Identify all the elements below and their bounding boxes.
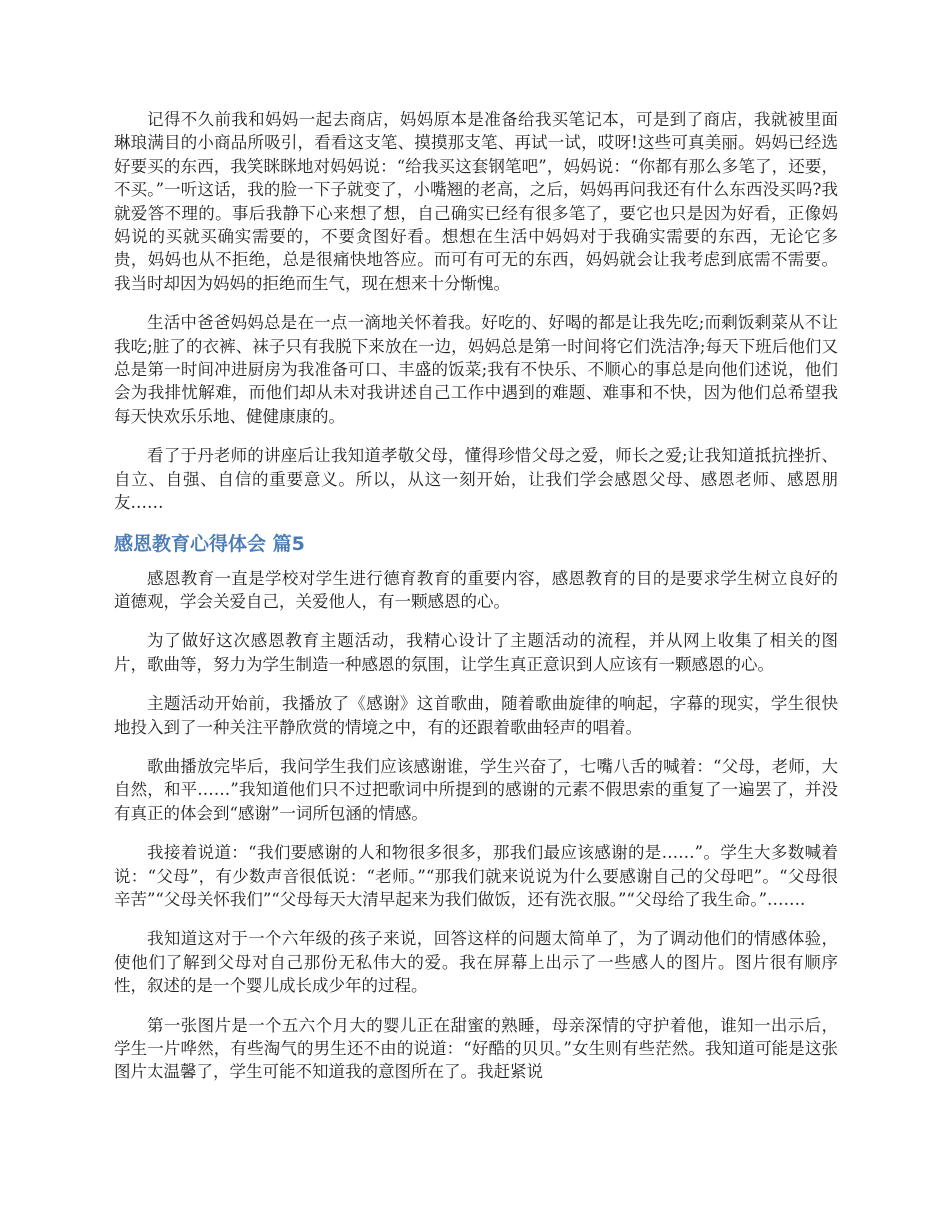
paragraph: 为了做好这次感恩教育主题活动，我精心设计了主题活动的流程，并从网上收集了相关的图片，歌曲等，努力为学生制造一种感恩的氛围，让学生真正意识到人应该有一颗感恩的心。 <box>114 631 838 674</box>
paragraph: 主题活动开始前，我播放了《感谢》这首歌曲，随着歌曲旋律的响起，字幕的现实，学生很快地投入到了一种关注平静欣赏的情境之中，有的还跟着歌曲轻声的唱着。 <box>114 694 838 737</box>
paragraph: 看了于丹老师的讲座后让我知道孝敬父母，懂得珍惜父母之爱，师长之爱;让我知道抵抗挫折、自立、自强、自信的重要意义。所以，从这一刻开始，让我们学会感恩父母、感恩老师、感恩朋友…… <box>114 446 838 513</box>
paragraph: 感恩教育一直是学校对学生进行德育教育的重要内容，感恩教育的目的是要求学生树立良好的道德观，学会关爱自己，关爱他人，有一颗感恩的心。 <box>114 568 838 611</box>
document-page <box>114 108 838 1100</box>
paragraph: 歌曲播放完毕后，我问学生我们应该感谢谁，学生兴奋了，七嘴八舌的喊着：“父母，老师，大自然，和平……”我知道他们只不过把歌词中所提到的感谢的元素不假思索的重复了一遍罢了，并没有真正的体会到“感谢”一词所包涵的情感。 <box>114 756 838 823</box>
paragraph: 生活中爸爸妈妈总是在一点一滴地关怀着我。好吃的、好喝的都是让我先吃;而剩饭剩菜从不让我吃;脏了的衣裤、袜子只有我脱下来放在一边，妈妈总是第一时间将它们洗洁净;每天下班后他们又总是第一时间冲进厨房为我准备可口、丰盛的饭菜;我有不快乐、不顺心的事总是向他们述说，他们会为我排忧解难，而他们却从未对我讲述自己工作中遇到的难题、难事和不快，因为他们总希望我每天快欢乐乐地、健健康康的。 <box>114 313 838 426</box>
paragraph: 第一张图片是一个五六个月大的婴儿正在甜蜜的熟睡，母亲深情的守护着他，谁知一出示后，学生一片哗然，有些淘气的男生还不由的说道：“好酷的贝贝。”女生则有些茫然。我知道可能是这张图片太温馨了，学生可能不知道我的意图所在了。我赶紧说 <box>114 1015 838 1082</box>
paragraph: 我知道这对于一个六年级的孩子来说，回答这样的问题太简单了，为了调动他们的情感体验，使他们了解到父母对自己那份无私伟大的爱。我在屏幕上出示了一些感人的图片。图片很有顺序性，叙述的是一个婴儿成长成少年的过程。 <box>114 929 838 996</box>
paragraph: 记得不久前我和妈妈一起去商店，妈妈原本是准备给我买笔记本，可是到了商店，我就被里面琳琅满目的小商品所吸引，看看这支笔、摸摸那支笔、再试一试，哎呀!这些可真美丽。妈妈已经选好要买的东西，我笑眯眯地对妈妈说：“给我买这套钢笔吧”，妈妈说：“你都有那么多笔了，还要，不买。”一听这话，我的脸一下子就变了，小嘴翘的老高，之后，妈妈再问我还有什么东西没买吗?我就爱答不理的。事后我静下心来想了想，自己确实已经有很多笔了，要它也只是因为好看，正像妈妈说的买就买确实需要的，不要贪图好看。想想在生活中妈妈对于我确实需要的东西，无论它多贵，妈妈也从不拒绝，总是很痛快地答应。而可有可无的东西，妈妈就会让我考虑到底需不需要。我当时却因为妈妈的拒绝而生气，现在想来十分惭愧。 <box>114 110 838 293</box>
section-heading: 感恩教育心得体会 篇5 <box>114 532 305 555</box>
paragraph: 我接着说道：“我们要感谢的人和物很多很多，那我们最应该感谢的是……”。学生大多数喊着说：“父母”，有少数声音很低说：“老师。”“那我们就来说说为什么要感谢自己的父母吧”。“父母很辛苦”“父母关怀我们”“父母每天大清早起来为我们做饭，还有洗衣服。”“父母给了我生命。”……. <box>114 843 838 909</box>
